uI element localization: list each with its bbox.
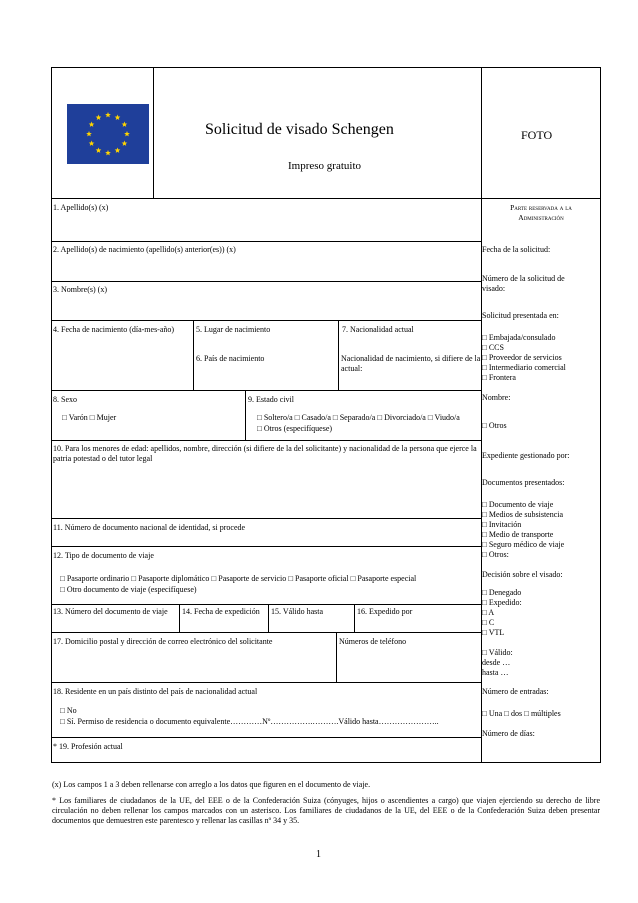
- photo-box-label: FOTO: [521, 128, 553, 142]
- admin-request-number: [482, 274, 600, 294]
- row-line: [51, 604, 481, 605]
- col-line: [338, 320, 339, 390]
- admin-option[interactable]: □ CCS: [482, 343, 504, 352]
- header-bottom-line: [51, 198, 601, 199]
- admin-other: [482, 421, 600, 431]
- field-17-phone[interactable]: Números de teléfono: [339, 637, 407, 646]
- field-11-id-number[interactable]: 11. Número de documento nacional de identidad, si procede: [53, 523, 246, 532]
- admin-option[interactable]: □ Seguro médico de viaje: [482, 540, 565, 549]
- footer-note-2: * Los familiares de ciudadanos de la UE, del EEE o de la Confederación Suiza (cónyuges, hijos o ascendientes a cargo) que viajen ejerciendo su derecho de libre circulación no deben rellenar los campos marcados con un asterisco. Los familiares de ciudadanos de la UE, del EEE o de la Confederación Suiza deben presentar documentos que demuestren este parentesco y rellenar las casillas nº 34 y 35.: [52, 796, 600, 825]
- admin-heading-line-2: Administración: [518, 213, 564, 222]
- col-line: [179, 604, 180, 632]
- field-3-first-name[interactable]: 3. Nombre(s) (x): [53, 285, 107, 294]
- admin-option[interactable]: □ C: [482, 618, 495, 627]
- admin-days-label: Número de días:: [482, 729, 535, 738]
- admin-entries-options: [482, 709, 600, 719]
- admin-option[interactable]: □ Medios de subsistencia: [482, 510, 564, 519]
- admin-heading: [482, 203, 600, 223]
- col-line: [193, 320, 194, 390]
- field-14-issue-date[interactable]: 14. Fecha de expedición: [182, 607, 260, 616]
- admin-option[interactable]: □ Otros: [482, 421, 507, 430]
- field-9-options-2[interactable]: □ Otros (especifíquese): [257, 424, 333, 433]
- field-4-date-of-birth[interactable]: 4. Fecha de nacimiento (día-mes-año): [53, 325, 175, 334]
- row-line: [51, 518, 481, 519]
- admin-name: [482, 393, 600, 403]
- field-15-valid-until[interactable]: 15. Válido hasta: [271, 607, 324, 616]
- admin-request-date: [482, 245, 600, 255]
- field-16-issued-by[interactable]: 16. Expedido por: [357, 607, 413, 616]
- admin-decision-options: [482, 588, 600, 638]
- admin-option[interactable]: □ Embajada/consulado: [482, 333, 556, 342]
- eu-flag-logo: [67, 104, 149, 164]
- admin-submitted-label: Solicitud presentada en:: [482, 311, 559, 320]
- admin-option[interactable]: □ Denegado: [482, 588, 522, 597]
- field-7-birth-nationality[interactable]: Nacionalidad de nacimiento, si difiere de la actual:: [341, 354, 481, 373]
- admin-option[interactable]: □ Frontera: [482, 373, 516, 382]
- admin-entries: [482, 687, 600, 697]
- field-9-civil-status: 9. Estado civil: [248, 395, 294, 404]
- field-5-place-of-birth[interactable]: 5. Lugar de nacimiento: [196, 325, 271, 334]
- field-8-sex-options[interactable]: □ Varón □ Mujer: [62, 413, 117, 422]
- admin-submitted-at: [482, 311, 600, 321]
- field-10-guardian[interactable]: 10. Para los menores de edad: apellidos, nombre, dirección (si difiere de la del solicitante) y nacionalidad de la persona que ejerce la patria potestad o del tutor legal: [53, 444, 477, 463]
- field-12-options-2[interactable]: □ Otro documento de viaje (especifíquese): [60, 585, 197, 594]
- page-number: 1: [316, 849, 321, 860]
- field-2-birth-surname[interactable]: 2. Apellido(s) de nacimiento (apellido(s) anterior(es)) (x): [53, 245, 236, 254]
- admin-documents: [482, 478, 600, 488]
- col-line: [336, 632, 337, 682]
- admin-decision-label: Decisión sobre el visado:: [482, 570, 563, 579]
- row-line: [51, 682, 481, 683]
- row-line: [51, 440, 481, 441]
- row-line: [51, 281, 481, 282]
- admin-heading-line-1: Parte reservada a la: [510, 203, 572, 212]
- field-6-country-of-birth[interactable]: 6. País de nacimiento: [196, 354, 265, 363]
- admin-valid-to: hasta …: [482, 668, 509, 677]
- admin-documents-label: Documentos presentados:: [482, 478, 565, 487]
- admin-option[interactable]: □ VTL: [482, 628, 505, 637]
- admin-days: [482, 729, 600, 739]
- col-line: [245, 390, 246, 440]
- footer-note-1: (x) Los campos 1 a 3 deben rellenarse con arreglo a los datos que figuren en el documento de viaje.: [52, 780, 371, 789]
- admin-option[interactable]: □ Expedido:: [482, 598, 522, 607]
- admin-number-line-2: visado:: [482, 284, 506, 293]
- col-line: [268, 604, 269, 632]
- admin-number-line-1: Número de la solicitud de: [482, 274, 565, 283]
- field-8-sex: 8. Sexo: [53, 395, 77, 404]
- admin-option[interactable]: □ Medio de transporte: [482, 530, 554, 539]
- admin-option[interactable]: □ A: [482, 608, 495, 617]
- row-line: [51, 241, 481, 242]
- admin-option[interactable]: □ Proveedor de servicios: [482, 353, 562, 362]
- admin-validity: [482, 648, 600, 678]
- field-7-nationality[interactable]: 7. Nacionalidad actual: [342, 325, 414, 334]
- admin-option[interactable]: □ Documento de viaje: [482, 500, 554, 509]
- row-line: [51, 546, 481, 547]
- admin-request-date-label: Fecha de la solicitud:: [482, 245, 551, 254]
- row-line: [51, 632, 481, 633]
- admin-option[interactable]: □ Otros:: [482, 550, 509, 559]
- field-19-occupation[interactable]: * 19. Profesión actual: [53, 742, 123, 751]
- field-13-doc-number[interactable]: 13. Número del documento de viaje: [53, 607, 168, 616]
- admin-entries-label: Número de entradas:: [482, 687, 549, 696]
- row-line: [51, 390, 481, 391]
- field-18-residence: 18. Residente en un país distinto del país de nacionalidad actual: [53, 687, 258, 696]
- col-line: [354, 604, 355, 632]
- admin-documents-options: [482, 500, 600, 560]
- admin-option[interactable]: □ Invitación: [482, 520, 522, 529]
- field-9-options-1[interactable]: □ Soltero/a □ Casado/a □ Separado/a □ Divorciado/a □ Viudo/a: [257, 413, 460, 422]
- admin-valid-from: desde …: [482, 658, 511, 667]
- field-18-yes[interactable]: □ Sí. Permiso de residencia o documento equivalente…………Nº…………….……….Válido hasta…………………..: [60, 717, 439, 726]
- field-17-address[interactable]: 17. Domicilio postal y dirección de correo electrónico del solicitante: [53, 637, 273, 646]
- admin-decision: [482, 570, 600, 580]
- field-12-options-1[interactable]: □ Pasaporte ordinario □ Pasaporte diplomático □ Pasaporte de servicio □ Pasaporte oficial □ Pasaporte especial: [60, 574, 417, 583]
- header-divider-left: [153, 67, 154, 198]
- admin-option[interactable]: □ Intermediario comercial: [482, 363, 566, 372]
- row-line: [51, 737, 481, 738]
- admin-name-label: Nombre:: [482, 393, 511, 402]
- admin-handled-by: [482, 451, 600, 461]
- row-line: [51, 320, 481, 321]
- field-1-surname[interactable]: 1. Apellido(s) (x): [53, 203, 109, 212]
- admin-handled-label: Expediente gestionado por:: [482, 451, 570, 460]
- admin-option[interactable]: □ Una □ dos □ múltiples: [482, 709, 561, 718]
- form-title: Solicitud de visado Schengen: [205, 121, 394, 138]
- field-12-travel-doc-type: 12. Tipo de documento de viaje: [53, 551, 154, 560]
- admin-option[interactable]: □ Válido:: [482, 648, 513, 657]
- field-18-no[interactable]: □ No: [60, 706, 77, 715]
- form-subtitle: Impreso gratuito: [288, 160, 362, 172]
- admin-submitted-options: [482, 333, 600, 383]
